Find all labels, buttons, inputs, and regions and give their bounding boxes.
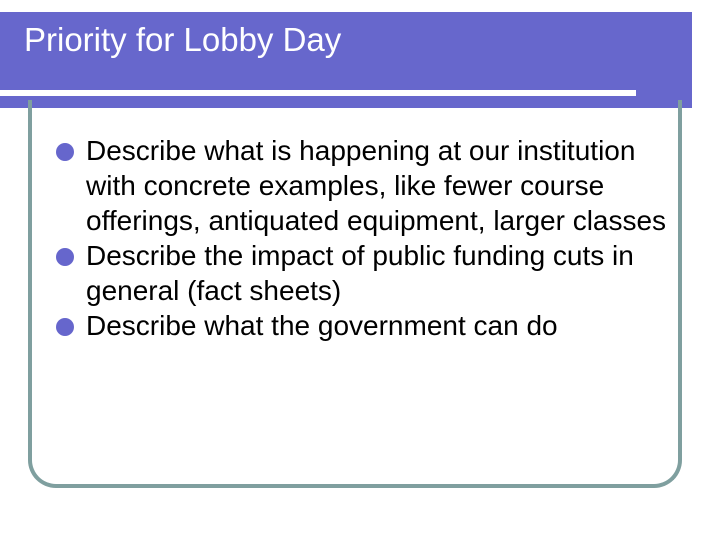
title-bar-gap (692, 12, 720, 108)
bullet-dot-icon (56, 143, 74, 161)
bullet-item (56, 308, 676, 343)
bullet-item (56, 133, 676, 238)
bullet-text: Describe what is happening at our institution with concrete examples, like fewer course offerings, antiquated equipment, larger classes (86, 135, 667, 236)
bullet-dot-icon (56, 248, 74, 266)
slide-title: Priority for Lobby Day (24, 21, 342, 58)
bullet-text: Describe the impact of public funding cuts in general (fact sheets) (86, 240, 634, 306)
title-underline (0, 90, 636, 96)
bullet-item (56, 238, 676, 308)
bullet-dot-icon (56, 318, 74, 336)
bullet-text: Describe what the government can do (86, 310, 558, 341)
bullet-list (56, 133, 676, 343)
